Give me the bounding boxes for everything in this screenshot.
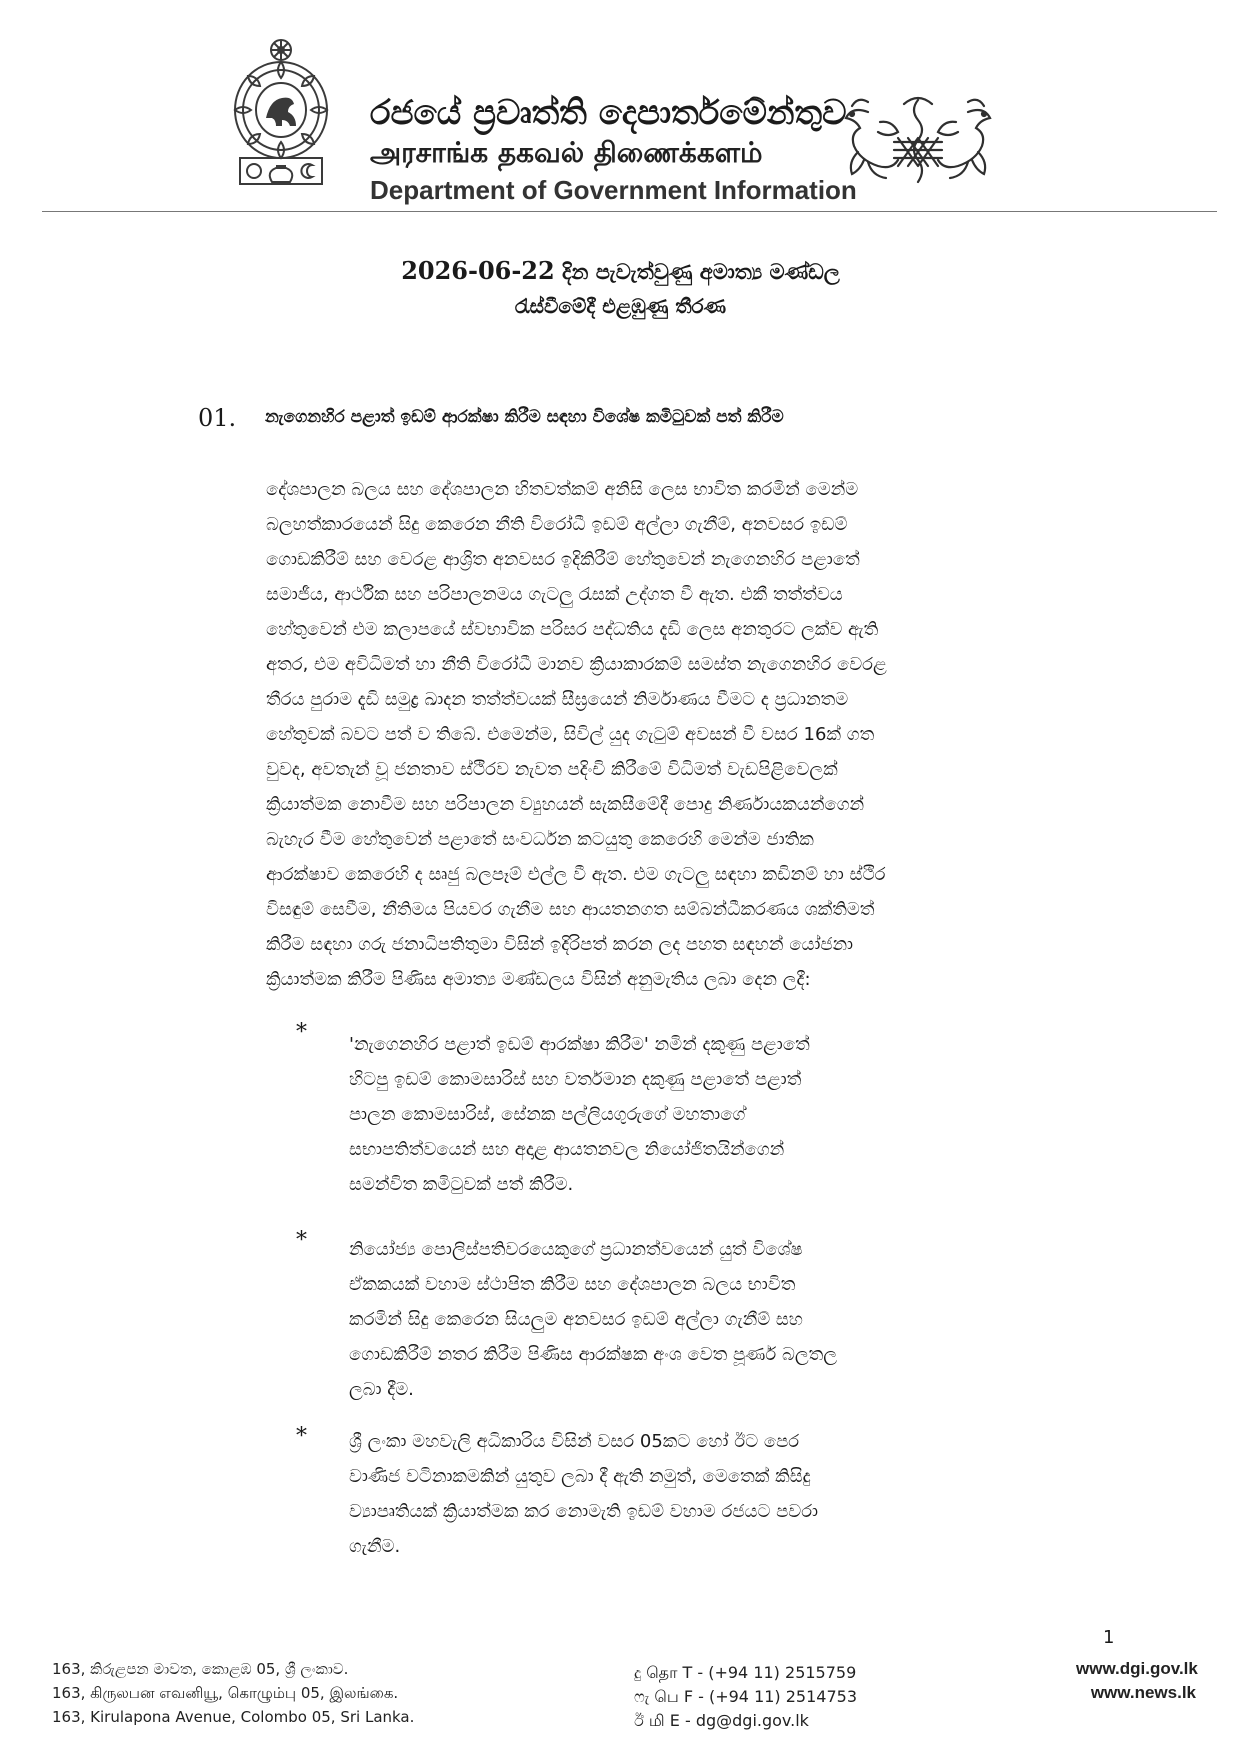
website-link-news[interactable]: www.news.lk [1090,1683,1196,1702]
bullet-line: හිටපු ඉඩම් කොමසාරිස් සහ වර්තමාන දකුණු පළාතේ පළාත් [349,1069,802,1090]
main-paragraph [266,472,980,997]
paragraph-line: හේතුවෙන් එම කලාපයේ ස්වභාවික පරිසර පද්ධතිය දැඩි ලෙස අනතුරට ලක්ව ඇති [266,619,879,640]
paragraph-line: බලහත්කාරයෙන් සිදු කෙරෙන නීති විරෝධී ඉඩම් අල්ලා ගැනීම්, අනවසර ඉඩම් [266,514,848,535]
bullet-item [349,1232,975,1407]
address-english: 163, Kirulapona Avenue, Colombo 05, Sri Lanka. [52,1708,415,1726]
paragraph-line: අතර, එම අවිධිමත් හා නීති විරෝධී මානව ක්‍රියාකාරකම් සමස්ත නැගෙනහිර වෙරළ [266,654,887,675]
swan-ornament-icon [838,92,998,188]
footer-websites [1076,1657,1196,1705]
paragraph-line: දේශපාලන බලය සහ දේශපාලන හිතවත්කම් අනිසි ලෙස භාවිත කරමින් මෙන්ම [266,479,859,500]
bullet-line: ගැනීම. [349,1536,401,1557]
phone-number: දු தொ T - (+94 11) 2515759 [634,1663,857,1682]
bullet-marker: * [296,1020,307,1045]
email-address: ඊ மி E - dg@dgi.gov.lk [634,1711,809,1730]
bullet-line: පාලන කොමසාරිස්, සේනක පල්ලියගුරුගේ මහතාගේ [349,1104,746,1125]
meeting-date: 2026-06-22 [401,256,555,285]
bullet-line: කරමින් සිදු කෙරෙන සියලුම අනවසර ඉඩම් අල්ලා ගැනීම් සහ [349,1309,803,1330]
bullet-marker: * [296,1424,307,1449]
letterhead-title-block [370,93,857,207]
decision-heading-line2: රැස්වීමේදී එළඹුණු තීරණ [514,294,727,318]
decision-heading-line1 [0,256,1241,285]
bullet-line: ශ්‍රී ලංකා මහවැලි අධිකාරිය විසින් වසර 05කට හෝ ඊට පෙර [349,1431,800,1452]
bullet-line: ව්‍යාපෘතියක් ක්‍රියාත්මක කර නොමැති ඉඩම් වහාම රජයට පවරා [349,1501,819,1522]
website-link-dgi[interactable]: www.dgi.gov.lk [1076,1659,1198,1678]
bullet-marker: * [296,1228,307,1253]
letterhead-divider [42,211,1217,212]
heading-line1-text: දින පැවැත්වුණු අමාත්‍ය මණ්ඩල [562,260,840,284]
bullet-line: 'නැගෙනහිර පළාත් ඉඩම් ආරක්ෂා කිරීම' නමින් දකුණු පළාතේ [349,1034,810,1055]
bullet-line: වාණිජ වටිනාකමකින් යුතුව ලබා දී ඇති නමුත්, මෙතෙක් කිසිදු [349,1466,811,1487]
item-title: නැගෙනහිර පළාත් ඉඩම් ආරක්ෂා කිරීම සඳහා විශේෂ කමිටුවක් පත් කිරීම [265,407,784,427]
paragraph-line: ක්‍රියාත්මක කිරීම පිණිස අමාත්‍ය මණ්ඩලය විසින් අනුමැතිය ලබා දෙන ලදී: [266,969,811,990]
bullet-line: ඒකකයක් වහාම ස්ථාපිත කිරීම සහ දේශපාලන බලය භාවිත [349,1274,796,1295]
address-sinhala: 163, කිරුළපන මාවත, කොළඹ 05, ශ්‍රී ලංකාව. [52,1660,349,1678]
bullet-line: නියෝජ්‍ය පොලිස්පතිවරයෙකුගේ ප්‍රධානත්වයෙන් යුත් විශේෂ [349,1239,803,1260]
bullet-line: සභාපතිත්වයෙන් සහ අදාළ ආයතනවල නියෝජිතයින්ගෙන් [349,1139,785,1160]
paragraph-line: කිරීම සඳහා ගරු ජනාධිපතිතුමා විසින් ඉදිරිපත් කරන ලද පහත සඳහන් යෝජනා [266,934,854,955]
page-number: 1 [1103,1627,1115,1648]
paragraph-line: ක්‍රියාත්මක නොවීම සහ පරිපාලන ව්‍යුහයන් සැකසීමේදී පොදු නිර්ණායකයන්ගෙන් [266,794,865,815]
footer-address [52,1657,414,1729]
department-title-tamil: அரசாங்க தகவல் திணைக்களம் [370,136,763,169]
paragraph-line: විසඳුම් සෙවීම, නීතිමය පියවර ගැනීම සහ ආයතනගත සම්බන්ධීකරණය ශක්තිමත් [266,899,875,920]
paragraph-line: වුවද, අවතැන් වූ ජනතාව ස්ථිරව නැවත පදිංචි කිරීමේ විධිමත් වැඩපිළිවෙලක් [266,759,838,780]
bullet-item [349,1424,975,1564]
paragraph-line: හේතුවක් බවට පත් ව තිබේ. එමෙන්ම, සිවිල් යුද ගැටුම් අවසන් වී වසර 16ක් ගත [266,724,875,745]
paragraph-line: සමාජීය, ආර්ථික සහ පරිපාලනමය ගැටලු රැසක් උද්ගත වී ඇත. එකී තත්ත්වය [266,584,843,605]
bullet-line: ගොඩකිරීම් නතර කිරීම පිණිස ආරක්ෂක අංශ වෙත පූර්ණ බලතල [349,1344,837,1365]
address-tamil: 163, கிருலபன எவனியூ, கொழும்பு 05, இலங்கை. [52,1684,399,1702]
department-title-english: Department of Government Information [370,175,857,205]
paragraph-line: තීරය පුරාම දැඩි සමුද්‍ර ඛාදන තත්ත්වයක් සීඝ්‍රයෙන් නිර්මාණය වීමට ද ප්‍රධානතම [266,689,849,710]
paragraph-line: ගොඩකිරීම් සහ වෙරළ ආශ්‍රිත අනවසර ඉදිකිරීම් හේතුවෙන් නැගෙනහිර පළාතේ [266,549,860,570]
item-number: 01. [198,404,237,432]
department-title-sinhala: රජයේ ප්‍රවෘත්ති දෙපාර්තමේන්තුව [370,93,847,133]
paragraph-line: ආරක්ෂාව කෙරෙහි ද සෘජු බලපෑම් එල්ල වී ඇත. එම ගැටලු සඳහා කඩිනම් හා ස්ථිර [266,864,886,885]
fax-number: ෆැ பெ F - (+94 11) 2514753 [634,1687,858,1706]
bullet-item [349,1027,975,1202]
bullet-line: සමන්විත කමිටුවක් පත් කිරීම. [349,1174,574,1195]
bullet-line: ලබා දීම. [349,1379,414,1400]
sri-lanka-state-emblem-icon [226,36,336,194]
footer-contact [634,1661,857,1733]
paragraph-line: බැහැර වීම හේතුවෙන් පළාතේ සංවර්ධන කටයුතු කෙරෙහි මෙන්ම ජාතික [266,829,814,850]
